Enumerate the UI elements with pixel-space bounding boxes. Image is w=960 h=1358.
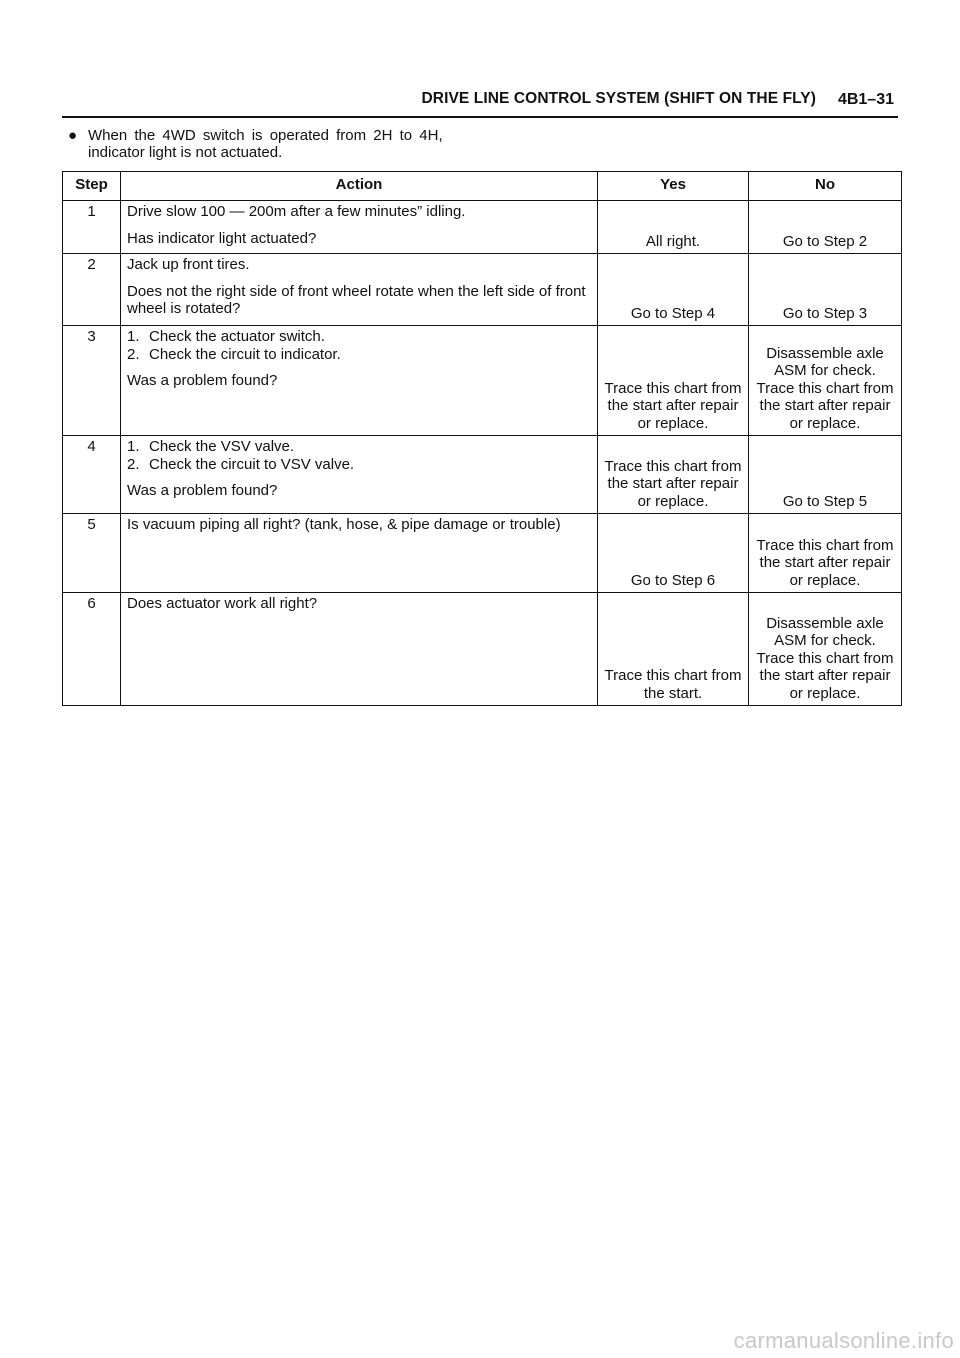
action-cell — [121, 514, 598, 593]
no-result: Go to Step 3 — [749, 254, 902, 326]
yes-result: Go to Step 4 — [598, 254, 749, 326]
symptom-description — [68, 127, 588, 161]
list-item: 2. Check the circuit to VSV valve. — [127, 455, 355, 473]
table-row — [63, 514, 902, 593]
action-text: Is vacuum piping all right? (tank, hose, & pipe damage or trouble) — [127, 516, 561, 533]
page-number: 4B1–31 — [837, 91, 894, 108]
list-item: 2. Check the circuit to indicator. — [127, 345, 341, 363]
check-list — [127, 438, 591, 473]
action-cell — [121, 326, 598, 436]
action-cell — [121, 436, 598, 514]
page-header — [62, 88, 898, 118]
action-question: Was a problem found? — [127, 372, 278, 389]
watermark: carmanualsonline.info — [733, 1328, 954, 1353]
table-row — [63, 436, 902, 514]
symptom-line-2: indicator light is not actuated. — [88, 144, 283, 161]
action-question: Has indicator light actuated? — [127, 229, 317, 247]
header-no: No — [749, 172, 902, 201]
section-title: DRIVE LINE CONTROL SYSTEM (SHIFT ON THE FLY) — [421, 90, 816, 107]
no-result: Trace this chart from the start after repair or replace. — [749, 514, 902, 593]
step-number: 2 — [63, 254, 121, 326]
no-result: Disassemble axle ASM for check. Trace this chart from the start after repair or replace. — [749, 593, 902, 706]
action-text: Does actuator work all right? — [127, 595, 318, 612]
step-number: 3 — [63, 326, 121, 436]
table-header-row — [63, 172, 902, 201]
step-number: 4 — [63, 436, 121, 514]
yes-result: All right. — [598, 201, 749, 254]
check-list — [127, 328, 591, 363]
table-row — [63, 254, 902, 326]
action-text: Drive slow 100 — 200m after a few minutes” idling. — [127, 203, 466, 220]
action-question: Does not the right side of front wheel rotate when the left side of front wheel is rotated? — [127, 282, 586, 317]
header-yes: Yes — [598, 172, 749, 201]
table-row — [63, 201, 902, 254]
list-item: 1. Check the actuator switch. — [127, 328, 325, 345]
no-result: Disassemble axle ASM for check. Trace this chart from the start after repair or replace. — [749, 326, 902, 436]
no-result: Go to Step 2 — [749, 201, 902, 254]
list-item: 1. Check the VSV valve. — [127, 438, 295, 455]
action-cell — [121, 254, 598, 326]
step-number: 5 — [63, 514, 121, 593]
yes-result: Trace this chart from the start after repair or replace. — [598, 326, 749, 436]
symptom-line-1: When the 4WD switch is operated from 2H to 4H, — [88, 127, 443, 144]
action-cell — [121, 593, 598, 706]
step-number: 1 — [63, 201, 121, 254]
yes-result: Trace this chart from the start after repair or replace. — [598, 436, 749, 514]
step-number: 6 — [63, 593, 121, 706]
no-result: Go to Step 5 — [749, 436, 902, 514]
header-action: Action — [121, 172, 598, 201]
table-row — [63, 326, 902, 436]
action-cell — [121, 201, 598, 254]
action-question: Was a problem found? — [127, 482, 278, 499]
diagnosis-table — [62, 171, 902, 706]
yes-result: Go to Step 6 — [598, 514, 749, 593]
action-text: Jack up front tires. — [127, 256, 250, 273]
table-row — [63, 593, 902, 706]
header-step: Step — [63, 172, 121, 201]
bullet-icon: ● — [68, 127, 78, 144]
yes-result: Trace this chart from the start. — [598, 593, 749, 706]
